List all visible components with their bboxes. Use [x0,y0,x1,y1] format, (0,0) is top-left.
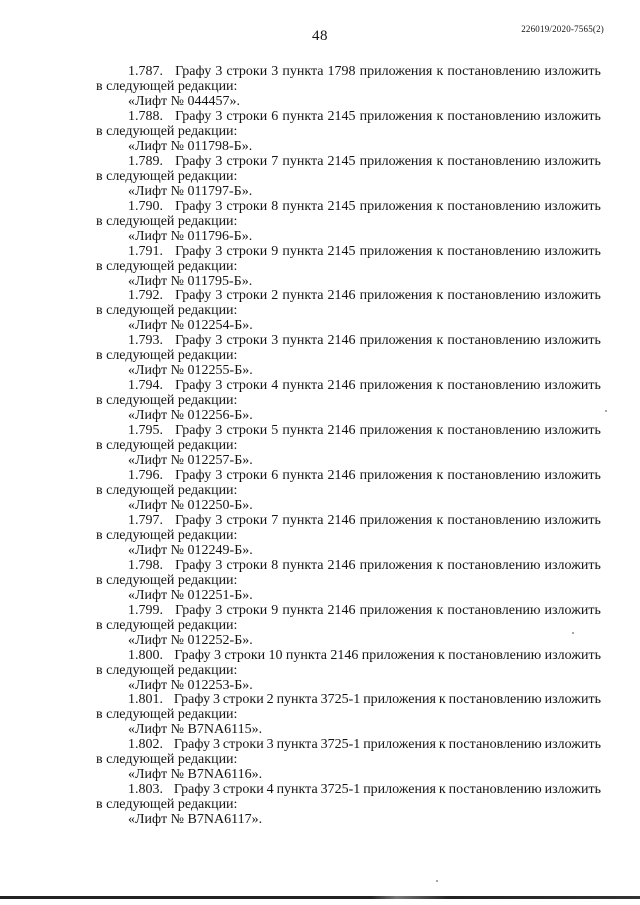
amendment-first-line [96,603,601,618]
item-word: постановлению [447,378,541,394]
item-word: изложить [544,782,601,798]
item-number: 1.795. [128,423,163,439]
item-word: строки [226,557,268,573]
item-word: 2146 [327,557,356,573]
item-word: к [436,423,444,439]
page-number: 48 [312,28,328,44]
item-word: постановлению [447,243,541,259]
item-number: 1.789. [128,153,163,169]
amendment-item [96,513,601,558]
item-word: пункта [282,198,324,214]
item-word: 6 [271,108,279,124]
amendment-item [96,244,601,289]
lift-number-text: «Лифт № 012251-Б». [128,587,253,603]
item-word: 2146 [327,512,356,528]
item-word: Графу [175,512,212,528]
item-word: строки [226,198,268,214]
amendment-first-line [96,558,601,573]
amendment-first-line [96,199,601,214]
item-word: 8 [271,557,279,573]
item-word: 6 [271,468,279,484]
amendment-second-line: в следующей редакции: [96,752,238,768]
item-word: Графу [175,198,212,214]
item-word: приложения [359,557,433,573]
item-word: 2145 [327,243,356,259]
item-word: к [436,512,444,528]
item-word: 3 [213,692,220,708]
item-word: постановлению [447,423,541,439]
item-word: постановлению [447,108,541,124]
item-word: Графу [175,64,212,79]
item-word: пункта [282,64,324,79]
item-word: постановлению [448,782,542,798]
item-word: 4 [271,378,279,394]
item-word: 7 [271,512,279,528]
item-word: Графу [175,108,212,124]
item-word: 2146 [330,647,359,663]
amendment-item [96,423,601,468]
item-word: Графу [175,243,212,259]
item-word: 1798 [327,64,356,79]
amendment-second-line: в следующей редакции: [96,572,238,588]
item-word: 9 [271,602,279,618]
amendment-item [96,648,601,693]
item-number: 1.796. [128,468,163,484]
item-number: 1.801. [128,692,163,708]
item-word: строки [224,647,266,663]
item-number: 1.793. [128,333,163,349]
item-word: строки [226,243,268,259]
item-word: Графу [175,288,212,304]
item-word: строки [226,468,268,484]
item-word: к [436,288,444,304]
amendment-second-line: в следующей редакции: [96,662,238,678]
document-code: 226019/2020-7565(2) [521,24,604,34]
lift-number-text: «Лифт № 012250-Б». [128,498,253,514]
item-word: 3 [215,512,223,528]
item-word: пункта [285,647,328,663]
item-word: 3 [213,782,220,798]
lift-number-text: «Лифт № 011798-Б». [128,138,253,154]
item-word: пункта [282,602,324,618]
item-word: Графу [175,557,212,573]
item-word: изложить [544,153,601,169]
item-word: 2145 [327,198,356,214]
item-word: изложить [544,557,601,573]
item-word: пункта [282,468,324,484]
amendment-item [96,468,601,513]
amendment-second-line: в следующей редакции: [96,168,238,184]
item-word: пункта [282,333,324,349]
item-word: к [438,692,446,708]
item-word: строки [222,737,264,753]
amendment-item [96,64,601,109]
item-word: приложения [359,153,433,169]
item-word: приложения [363,737,436,753]
item-word: Графу [175,333,212,349]
item-word: к [436,108,444,124]
lift-number-text: «Лифт № 012252-Б». [128,632,253,648]
item-word: приложения [359,378,433,394]
item-number: 1.797. [128,512,163,528]
item-word: 7 [271,153,279,169]
item-word: изложить [544,108,601,124]
amendment-item [96,558,601,603]
item-word: изложить [544,288,601,304]
item-word: 2146 [327,378,356,394]
item-number: 1.790. [128,198,163,214]
item-word: строки [226,423,268,439]
item-word: постановлению [447,557,541,573]
item-word: 2146 [327,423,356,439]
item-word: постановлению [447,468,541,484]
item-word: строки [226,512,268,528]
amendment-second-line: в следующей редакции: [96,258,238,274]
item-word: 3 [215,423,223,439]
item-word: пункта [282,153,324,169]
item-word: пункта [276,692,318,708]
item-word: к [436,333,444,349]
item-word: постановлению [447,198,541,214]
item-number: 1.803. [128,782,163,798]
item-word: приложения [363,692,436,708]
item-word: к [438,782,446,798]
item-word: 3725-1 [320,692,361,708]
item-word: Графу [173,692,211,708]
item-word: Графу [175,468,212,484]
item-word: 3 [213,647,221,663]
item-number: 1.791. [128,243,163,259]
amendment-first-line [96,737,601,752]
item-word: 3 [271,333,279,349]
amendment-second-line: в следующей редакции: [96,438,238,454]
lift-number-text: «Лифт № 012257-Б». [128,453,253,469]
item-word: 2 [266,692,274,708]
item-number: 1.799. [128,602,163,618]
lift-number-text: «Лифт № 012256-Б». [128,408,253,424]
item-word: 10 [268,647,283,663]
item-word: пункта [282,243,324,259]
amendment-second-line: в следующей редакции: [96,348,238,364]
item-word: к [438,737,446,753]
item-word: 2146 [327,288,356,304]
amendment-item [96,603,601,648]
lift-number-text: «Лифт № B7NA6116». [128,767,263,783]
item-word: строки [226,288,268,304]
item-word: 3 [266,737,274,753]
lift-number-text: «Лифт № 011797-Б». [128,183,253,199]
item-word: строки [226,378,268,394]
item-word: постановлению [447,288,541,304]
item-word: 3 [215,64,223,79]
item-word: к [436,557,444,573]
item-word: 3 [215,288,223,304]
item-word: пункта [282,108,324,124]
amendment-second-line: в следующей редакции: [96,527,238,543]
item-word: пункта [282,423,324,439]
item-word: 2146 [327,468,356,484]
amendment-item [96,737,601,782]
item-word: 4 [266,782,274,798]
item-word: приложения [359,423,433,439]
lift-number-text: «Лифт № 011796-Б». [128,228,253,244]
item-word: к [436,378,444,394]
item-word: изложить [544,378,601,394]
amendment-second-line: в следующей редакции: [96,483,238,499]
item-word: пункта [276,737,318,753]
amendment-item [96,154,601,199]
item-word: 2145 [327,153,356,169]
amendment-second-line: в следующей редакции: [96,213,238,229]
item-word: пункта [282,512,324,528]
item-word: приложения [359,108,433,124]
item-word: изложить [544,602,601,618]
item-word: 3725-1 [320,737,361,753]
item-word: строки [226,108,268,124]
item-word: к [436,64,444,79]
item-word: изложить [544,423,601,439]
item-number: 1.800. [128,647,163,663]
amendment-second-line: в следующей редакции: [96,617,238,633]
item-word: Графу [175,602,212,618]
lift-number-text: «Лифт № 012253-Б». [128,677,253,693]
item-word: постановлению [447,64,541,79]
item-word: 3 [271,64,279,79]
item-word: Графу [175,153,212,169]
item-word: приложения [359,512,433,528]
amendment-first-line [96,333,601,348]
item-word: к [436,243,444,259]
item-word: 8 [271,198,279,214]
item-word: изложить [544,512,601,528]
amendment-first-line [96,378,601,393]
item-word: изложить [544,333,601,349]
item-word: 3725-1 [320,782,361,798]
amendment-first-line [96,513,601,528]
amendment-item [96,109,601,154]
item-word: постановлению [447,333,541,349]
item-word: к [436,198,444,214]
item-number: 1.788. [128,108,163,124]
amendment-first-line [96,288,601,303]
item-word: 3 [215,378,223,394]
item-word: постановлению [448,692,542,708]
amendment-item [96,333,601,378]
item-word: к [436,153,444,169]
amendment-first-line [96,244,601,259]
item-word: пункта [282,557,324,573]
item-word: строки [222,692,264,708]
item-number: 1.794. [128,378,163,394]
item-word: 3 [215,108,223,124]
item-number: 1.787. [128,64,163,79]
item-word: изложить [544,64,601,79]
amendment-first-line [96,109,601,124]
item-word: постановлению [447,153,541,169]
item-word: изложить [544,243,601,259]
item-word: строки [222,782,264,798]
amendment-second-line: в следующей редакции: [96,123,238,139]
item-word: строки [226,333,268,349]
amendment-first-line [96,154,601,169]
item-word: изложить [544,647,601,663]
amendment-second-line: в следующей редакции: [96,393,238,409]
item-word: 2 [271,288,279,304]
lift-number-text: «Лифт № B7NA6115». [128,722,263,738]
amendment-first-line [96,692,601,707]
amendment-first-line [96,468,601,483]
item-word: Графу [174,647,211,663]
item-word: постановлению [448,737,542,753]
amendment-item [96,288,601,333]
lift-number-text: «Лифт № 012249-Б». [128,542,253,558]
item-word: приложения [359,64,433,79]
item-word: изложить [544,468,601,484]
item-word: приложения [361,647,435,663]
amendment-first-line [96,648,601,663]
amendment-second-line: в следующей редакции: [96,797,238,813]
item-word: изложить [544,737,601,753]
item-word: приложения [363,782,436,798]
item-word: 3 [215,198,223,214]
item-word: пункта [276,782,318,798]
item-word: 2145 [327,108,356,124]
scan-speck [605,410,607,412]
item-word: приложения [359,602,433,618]
item-word: 9 [271,243,279,259]
item-number: 1.802. [128,737,163,753]
item-word: Графу [173,737,211,753]
item-word: строки [226,602,268,618]
lift-number-text: «Лифт № 011795-Б». [128,273,253,289]
item-word: приложения [359,198,433,214]
scan-edge-line [0,896,640,899]
item-word: 2146 [327,602,356,618]
scan-speck [436,880,438,882]
amendment-first-line [96,64,601,79]
item-word: 3 [215,333,223,349]
amendment-item [96,199,601,244]
item-word: 3 [213,737,220,753]
item-word: 3 [215,153,223,169]
amendment-first-line [96,423,601,438]
item-word: изложить [544,198,601,214]
lift-number-text: «Лифт № 012255-Б». [128,363,253,379]
item-word: 3 [215,557,223,573]
item-word: к [436,468,444,484]
lift-number-text: «Лифт № B7NA6117». [128,812,263,828]
item-word: постановлению [447,512,541,528]
item-word: Графу [175,423,212,439]
item-word: приложения [359,468,433,484]
item-word: постановлению [447,602,541,618]
amendment-list [96,64,601,827]
item-word: изложить [544,692,601,708]
item-word: 3 [215,243,223,259]
item-word: 5 [271,423,279,439]
item-word: приложения [359,243,433,259]
amendment-second-line: в следующей редакции: [96,79,238,94]
item-number: 1.792. [128,288,163,304]
item-word: пункта [282,288,324,304]
amendment-second-line: в следующей редакции: [96,707,238,723]
item-word: 2146 [327,333,356,349]
item-word: Графу [175,378,212,394]
item-word: приложения [359,288,433,304]
amendment-second-line: в следующей редакции: [96,303,238,319]
item-word: 3 [215,602,223,618]
lift-number-text: «Лифт № 012254-Б». [128,318,253,334]
item-word: пункта [282,378,324,394]
item-word: к [437,647,445,663]
item-word: строки [226,153,268,169]
amendment-item [96,782,601,827]
lift-number-text: «Лифт № 044457». [128,94,241,109]
item-word: к [436,602,444,618]
item-word: Графу [173,782,211,798]
item-number: 1.798. [128,557,163,573]
item-word: приложения [359,333,433,349]
item-word: постановлению [448,647,542,663]
amendment-item [96,378,601,423]
amendment-first-line [96,782,601,797]
item-word: строки [226,64,268,79]
item-word: 3 [215,468,223,484]
amendment-item [96,692,601,737]
scan-speck [572,632,574,634]
